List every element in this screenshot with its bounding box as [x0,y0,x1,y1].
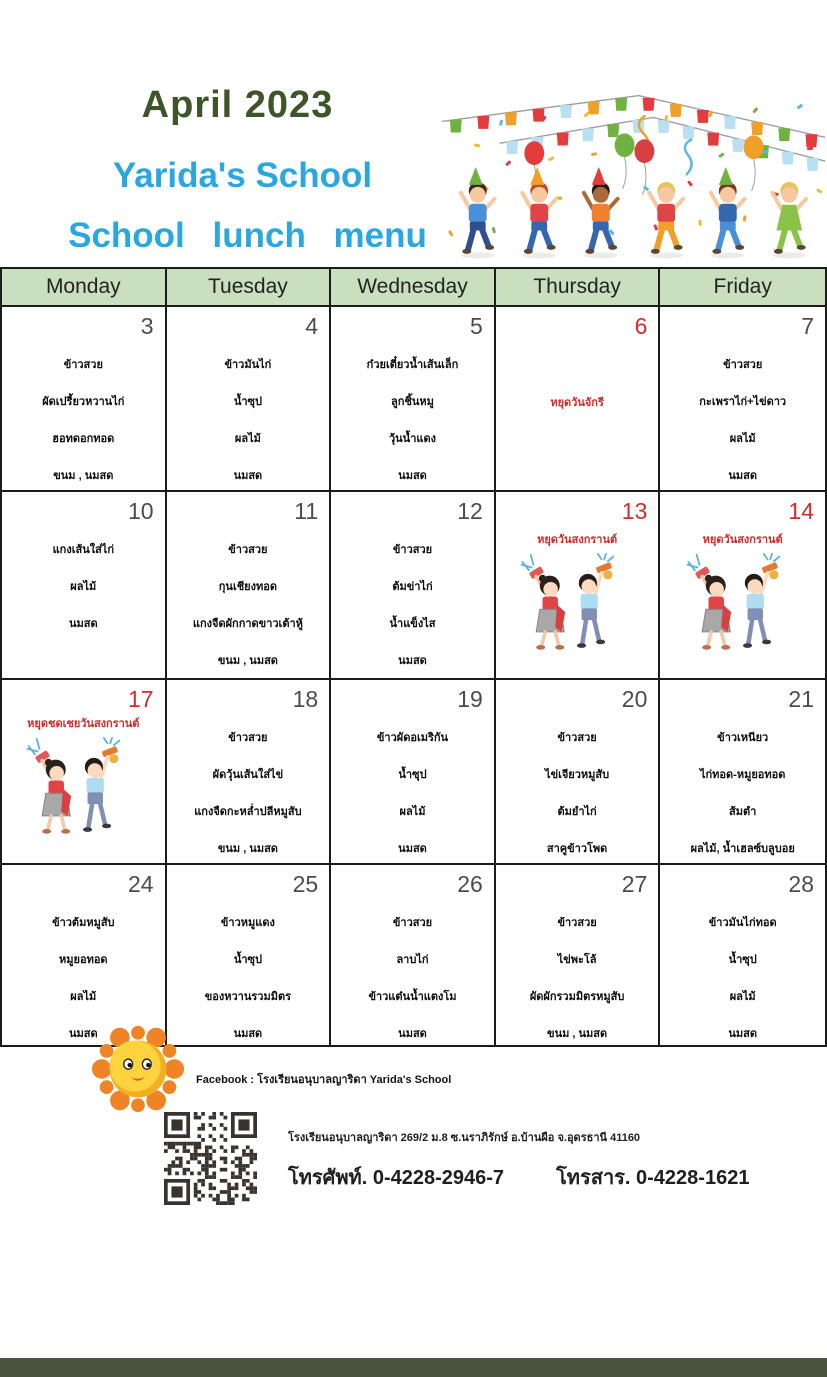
menu-item: ก๋วยเตี๋ยวน้ำเส้นเล็ก [366,359,459,371]
menu-item: ผลไม้ [399,806,426,818]
menu-item: ผลไม้ [729,991,756,1003]
songkran-kids-icon [518,548,636,656]
menu-item: นมสด [398,843,427,855]
calendar-cell-4 [167,307,332,490]
menu-item: ขนม , นมสด [217,655,278,667]
menu-item: ผลไม้ [729,433,756,445]
school-name: Yarida's School [112,156,373,195]
calendar-cell-5 [331,307,496,490]
calendar-cell-13 [496,492,661,678]
menu-item: แกงจืดกะหล่ำปลีหมูสับ [194,806,302,818]
lunch-calendar-table [0,267,827,1047]
calendar-cell-12 [331,492,496,678]
holiday-label: หยุดวันจักรี [550,397,604,409]
date-number: 10 [128,498,154,524]
songkran-kids-icon [684,548,802,656]
calendar-cell-20 [496,680,661,863]
calendar-cell-6 [496,307,661,490]
menu-item: ขนม , นมสด [217,843,278,855]
menu-item: นมสด [728,1028,758,1040]
date-number: 4 [305,313,319,339]
menu-item: ข้าวสวย [63,359,103,371]
address-block [288,1128,825,1193]
menu-item: ฮอทดอกทอด [52,433,115,445]
menu-subtitle: School lunch menu [68,216,427,255]
menu-item: ผัดเปรี้ยวหวานไก่ [42,396,125,408]
school-address: โรงเรียนอนุบาลญาริดา 269/2 ม.8 ซ.นราภิรักษ์ อ.บ้านผือ จ.อุดรธานี 41160 [288,1132,641,1144]
fax-number: โทรสาร. 0-4228-1621 [556,1167,750,1189]
menu-item: ของหวานรวมมิตร [204,991,292,1003]
menu-item: ผัดผักรวมมิตรหมูสับ [529,991,625,1003]
day-header-friday: Friday [713,275,772,298]
day-header-wednesday: Wednesday [331,269,496,305]
menu-item: น้ำซุป [398,769,427,781]
calendar-cell-25 [167,865,332,1045]
menu-item: ข้าวสวย [228,544,268,556]
menu-item: ข้าวสวย [557,732,597,744]
month-title: April 2023 [141,84,334,126]
date-number: 3 [140,313,154,339]
menu-item: ต้มยำไก่ [557,806,597,818]
menu-item: ต้มข่าไก่ [392,581,433,593]
menu-item: ข้าวสวย [392,544,433,556]
menu-item: สาคูข้าวโพด [546,843,608,855]
menu-item: ข้าวมันไก่ [224,359,272,371]
calendar-cell-14 [660,492,825,678]
menu-item: ข้าวผัดอเมริกัน [376,732,449,744]
menu-item: นมสด [68,1028,98,1040]
menu-item: ข้าวสวย [228,732,268,744]
menu-item: นมสด [398,655,427,667]
menu-item: นมสด [728,470,758,482]
calendar-week-row [2,305,825,490]
date-number: 19 [457,686,483,712]
holiday-label: หยุดชดเชยวันสงกรานต์ [27,718,140,730]
qr-code [164,1112,257,1205]
date-number: 11 [294,498,319,524]
calendar-cell-21 [660,680,825,863]
party-kids-illustration [440,85,827,263]
menu-item: น้ำซุป [728,954,757,966]
date-number: 6 [634,313,648,339]
calendar-cell-18 [167,680,332,863]
menu-item: ไข่เจียวหมูสับ [545,769,610,781]
menu-item: น้ำซุป [233,954,262,966]
date-number: 20 [621,686,648,712]
date-number: 12 [457,498,483,524]
calendar-cell-17 [2,680,167,863]
calendar-week-row [2,863,825,1045]
calendar-cell-10 [2,492,167,678]
menu-item: กุนเชียงทอด [218,581,277,593]
menu-item: แกงจืดผักกาดขาวเต้าหู้ [192,618,303,630]
calendar-week-row [2,490,825,678]
calendar-cell-27 [496,865,661,1045]
date-number: 27 [621,871,648,897]
menu-item: ผลไม้ [70,581,97,593]
menu-item: นมสด [398,470,427,482]
calendar-cell-7 [660,307,825,490]
day-header-thursday: Thursday [496,269,661,305]
date-number: 28 [788,871,814,897]
menu-item: ไก่ทอด-หมูยอทอด [699,769,786,781]
menu-item: วุ้นน้ำแดง [388,433,436,445]
calendar-cell-11 [167,492,332,678]
date-number: 21 [788,686,814,712]
menu-item: ขนม , นมสด [547,1028,608,1040]
menu-item: นมสด [68,618,98,630]
menu-item: นมสด [398,1028,427,1040]
bottom-green-bar [0,1358,827,1377]
date-number: 25 [292,871,319,897]
date-number: 26 [457,871,483,897]
date-number: 17 [128,686,154,712]
date-number: 24 [128,871,154,897]
menu-item: ส้มตำ [729,806,757,818]
menu-item: ไข่พะโล้ [557,954,597,966]
menu-item: น้ำแข็งไส [389,618,436,630]
menu-item: แกงเส้นใส่ไก่ [52,544,114,556]
phone-number: โทรศัพท์. 0-4228-2946-7 [288,1167,505,1189]
menu-item: กะเพราไก่+ไข่ดาว [699,396,787,408]
menu-item: ข้าวเหนียว [717,732,769,744]
menu-item: หมูยอทอด [59,954,108,966]
menu-item: ผลไม้, น้ำเฮลซ์บลูบอย [690,843,795,855]
menu-item: ข้าวสวย [392,917,433,929]
calendar-cell-24 [2,865,167,1045]
sun-icon [88,1020,188,1118]
menu-item: ผัดวุ้นเส้นใส่ไข่ [212,769,284,781]
menu-item: ข้าวสวย [557,917,597,929]
calendar-cell-19 [331,680,496,863]
calendar-week-row [2,678,825,863]
songkran-kids-icon [24,732,142,840]
menu-item: ผลไม้ [70,991,97,1003]
calendar-cell-3 [2,307,167,490]
calendar-header-row [2,269,825,305]
menu-item: ข้าวสวย [723,359,763,371]
date-number: 7 [801,313,814,339]
menu-item: ลูกชิ้นหมู [391,396,434,408]
menu-item: ผลไม้ [234,433,261,445]
menu-item: ข้าวแต๋นน้ำแตงโม [368,991,457,1003]
menu-item: ลาบไก่ [396,954,429,966]
holiday-label: หยุดวันสงกรานต์ [537,534,618,546]
day-header-tuesday: Tuesday [167,269,332,305]
menu-item: น้ำซุป [233,396,262,408]
day-header-monday: Monday [2,269,167,305]
calendar-cell-26 [331,865,496,1045]
facebook-line: Facebook : โรงเรียนอนุบาลญาริดา Yarida's School [196,1074,452,1086]
menu-item: ข้าวหมูแดง [220,917,275,929]
menu-item: ข้าวมันไก่ทอด [708,917,777,929]
menu-item: นมสด [233,470,263,482]
menu-item: ข้าวต้มหมูสับ [52,917,115,929]
menu-item: ขนม , นมสด [53,470,114,482]
holiday-label: หยุดวันสงกรานต์ [702,534,783,546]
date-number: 13 [621,498,648,524]
menu-item: นมสด [233,1028,263,1040]
date-number: 18 [292,686,319,712]
date-number: 5 [470,313,483,339]
date-number: 14 [788,498,814,524]
calendar-cell-28 [660,865,825,1045]
